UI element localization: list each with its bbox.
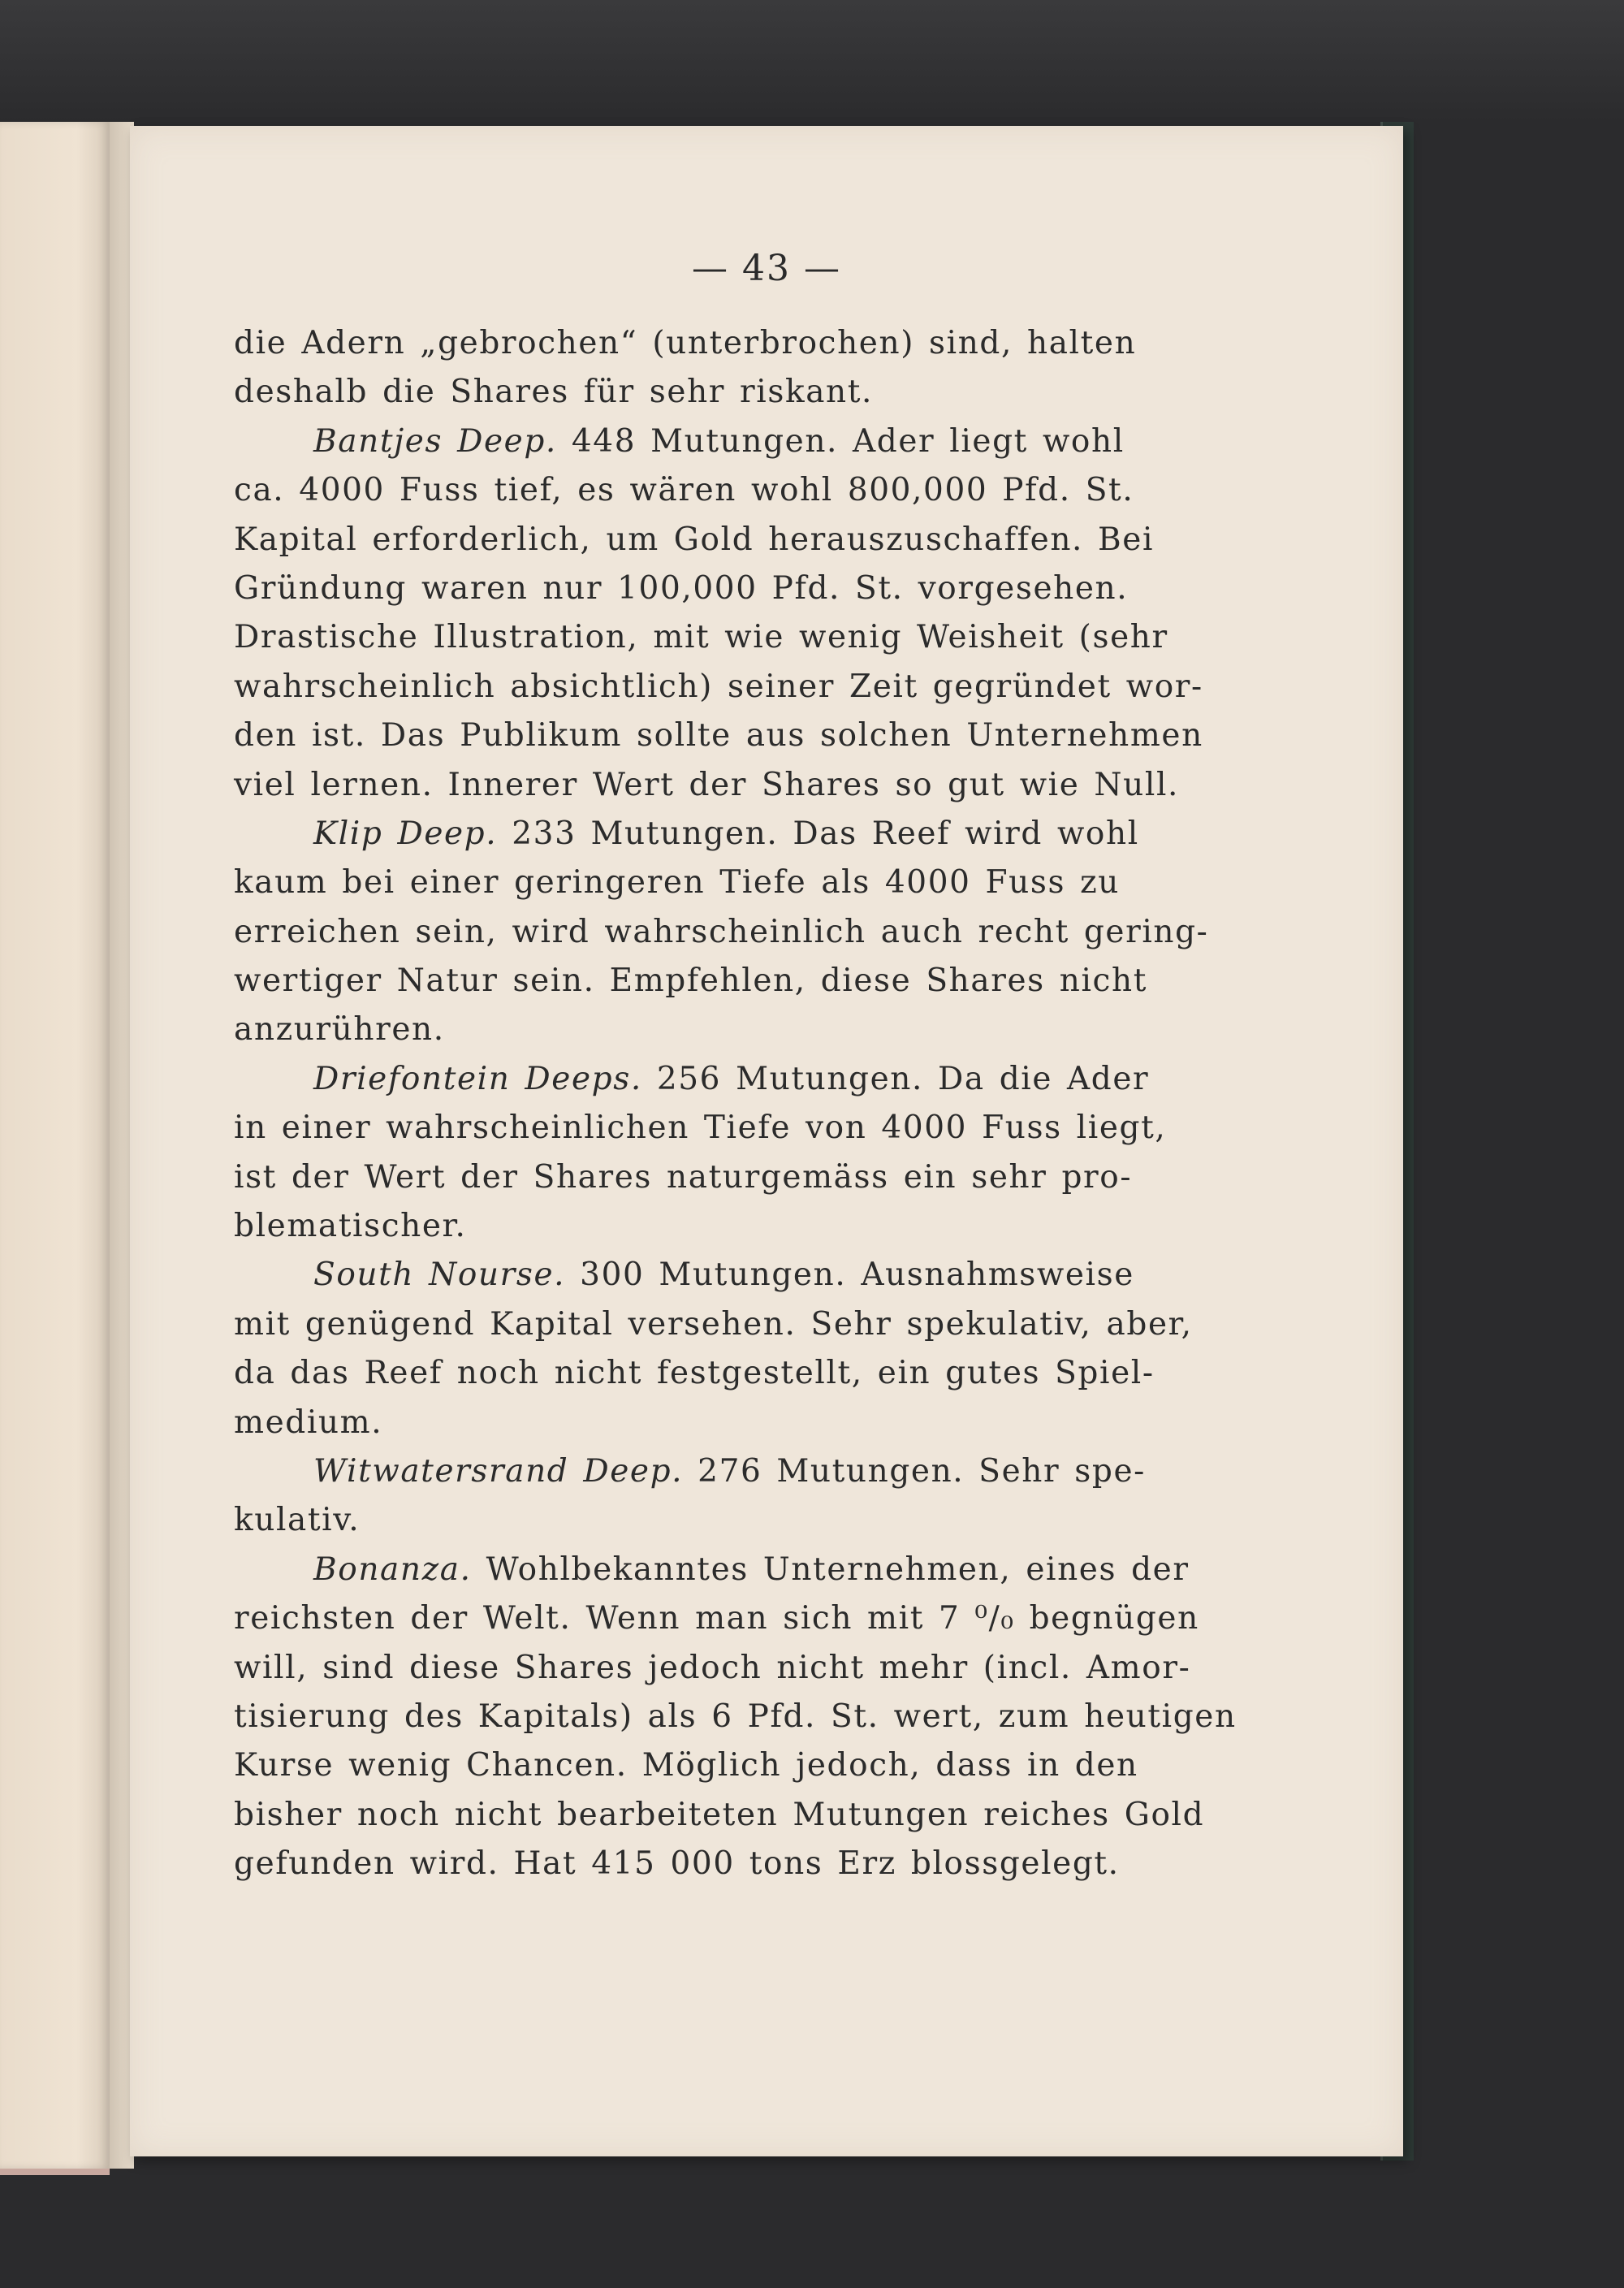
text-line bbox=[234, 1693, 1289, 1741]
line-text: medium. bbox=[234, 1404, 383, 1441]
entry-name: Witwatersrand Deep. bbox=[313, 1452, 684, 1490]
text-line bbox=[234, 564, 1289, 613]
line-text: Wohlbekanntes Unternehmen, eines der bbox=[471, 1551, 1190, 1588]
line-text: reichsten der Welt. Wenn man sich mit 7 ⁰/₀ begnügen bbox=[234, 1600, 1199, 1637]
book-page bbox=[130, 126, 1403, 2156]
line-text: mit genügend Kapital versehen. Sehr spekulativ, aber, bbox=[234, 1305, 1193, 1343]
line-text: wahrscheinlich absichtlich) seiner Zeit gegründet wor- bbox=[234, 668, 1203, 705]
text-line bbox=[234, 1741, 1289, 1790]
text-line bbox=[234, 1840, 1289, 1888]
line-text: 256 Mutungen. Da die Ader bbox=[641, 1060, 1150, 1097]
line-text: in einer wahrscheinlichen Tiefe von 4000 Fuss liegt, bbox=[234, 1109, 1167, 1147]
line-text: bisher noch nicht bearbeiteten Mutungen reiches Gold bbox=[234, 1796, 1205, 1833]
text-line bbox=[234, 1399, 1289, 1447]
text-line bbox=[234, 1791, 1289, 1840]
line-text: deshalb die Shares für sehr riskant. bbox=[234, 374, 874, 411]
text-line bbox=[234, 1202, 1289, 1251]
text-line bbox=[234, 1594, 1289, 1643]
text-line bbox=[234, 466, 1289, 515]
line-text: gefunden wird. Hat 415 000 tons Erz blossgelegt. bbox=[234, 1845, 1120, 1883]
line-text: die Adern „gebrochen“ (unterbrochen) sind, halten bbox=[234, 325, 1137, 361]
page-number: — 43 — bbox=[692, 248, 841, 289]
text-line bbox=[234, 319, 1289, 368]
text-line bbox=[234, 761, 1289, 810]
text-line bbox=[234, 1644, 1289, 1693]
line-text: Drastische Illustration, mit wie wenig Weisheit (sehr bbox=[234, 619, 1168, 656]
text-line bbox=[234, 368, 1289, 417]
text-line bbox=[234, 810, 1289, 859]
line-text: tisierung des Kapitals) als 6 Pfd. St. wert, zum heutigen bbox=[234, 1698, 1237, 1735]
text-line bbox=[234, 1251, 1289, 1300]
line-text: da das Reef noch nicht festgestellt, ein gutes Spiel- bbox=[234, 1355, 1155, 1392]
entry-name: South Nourse. bbox=[313, 1256, 566, 1294]
line-text: 448 Mutungen. Ader liegt wohl bbox=[556, 422, 1125, 460]
text-line bbox=[234, 417, 1289, 466]
text-line bbox=[234, 908, 1289, 957]
text-line bbox=[234, 957, 1289, 1006]
text-line bbox=[234, 859, 1289, 907]
text-line bbox=[234, 1496, 1289, 1545]
entry-name: Bonanza. bbox=[313, 1551, 472, 1588]
line-text: Kapital erforderlich, um Gold herauszuschaffen. Bei bbox=[234, 521, 1155, 558]
text-line bbox=[234, 516, 1289, 564]
entry-name: Klip Deep. bbox=[313, 815, 498, 852]
line-text: viel lernen. Innerer Wert der Shares so gut wie Null. bbox=[234, 766, 1180, 803]
line-text: blematischer. bbox=[234, 1208, 467, 1245]
line-text: ist der Wert der Shares naturgemäss ein sehr pro- bbox=[234, 1158, 1133, 1196]
line-text: kulativ. bbox=[234, 1502, 361, 1539]
text-line bbox=[234, 1006, 1289, 1054]
entry-name: Driefontein Deeps. bbox=[313, 1060, 642, 1097]
scan-background bbox=[0, 0, 1624, 122]
text-line bbox=[234, 1546, 1289, 1594]
page-text bbox=[234, 319, 1289, 1889]
line-text: wertiger Natur sein. Empfehlen, diese Shares nicht bbox=[234, 962, 1147, 1000]
line-text: 233 Mutungen. Das Reef wird wohl bbox=[497, 815, 1139, 852]
line-text: 300 Mutungen. Ausnahmsweise bbox=[565, 1256, 1134, 1294]
text-line bbox=[234, 613, 1289, 662]
text-line bbox=[234, 711, 1289, 760]
text-line bbox=[234, 1104, 1289, 1153]
left-page-edge bbox=[0, 122, 110, 2175]
text-line bbox=[234, 1300, 1289, 1349]
text-line bbox=[234, 1447, 1289, 1496]
line-text: erreichen sein, wird wahrscheinlich auch recht gering- bbox=[234, 913, 1209, 950]
text-line bbox=[234, 1153, 1289, 1202]
text-line bbox=[234, 1349, 1289, 1398]
line-text: den ist. Das Publikum sollte aus solchen Unternehmen bbox=[234, 717, 1203, 755]
text-line bbox=[234, 663, 1289, 711]
line-text: ca. 4000 Fuss tief, es wären wohl 800,000 Pfd. St. bbox=[234, 472, 1134, 509]
line-text: Gründung waren nur 100,000 Pfd. St. vorgesehen. bbox=[234, 569, 1129, 607]
line-text: will, sind diese Shares jedoch nicht mehr (incl. Amor- bbox=[234, 1649, 1191, 1686]
line-text: 276 Mutungen. Sehr spe- bbox=[683, 1452, 1146, 1490]
line-text: Kurse wenig Chancen. Möglich jedoch, dass in den bbox=[234, 1747, 1138, 1784]
line-text: anzurühren. bbox=[234, 1011, 445, 1049]
text-line bbox=[234, 1055, 1289, 1104]
entry-name: Bantjes Deep. bbox=[313, 422, 557, 460]
line-text: kaum bei einer geringeren Tiefe als 4000 Fuss zu bbox=[234, 864, 1120, 902]
